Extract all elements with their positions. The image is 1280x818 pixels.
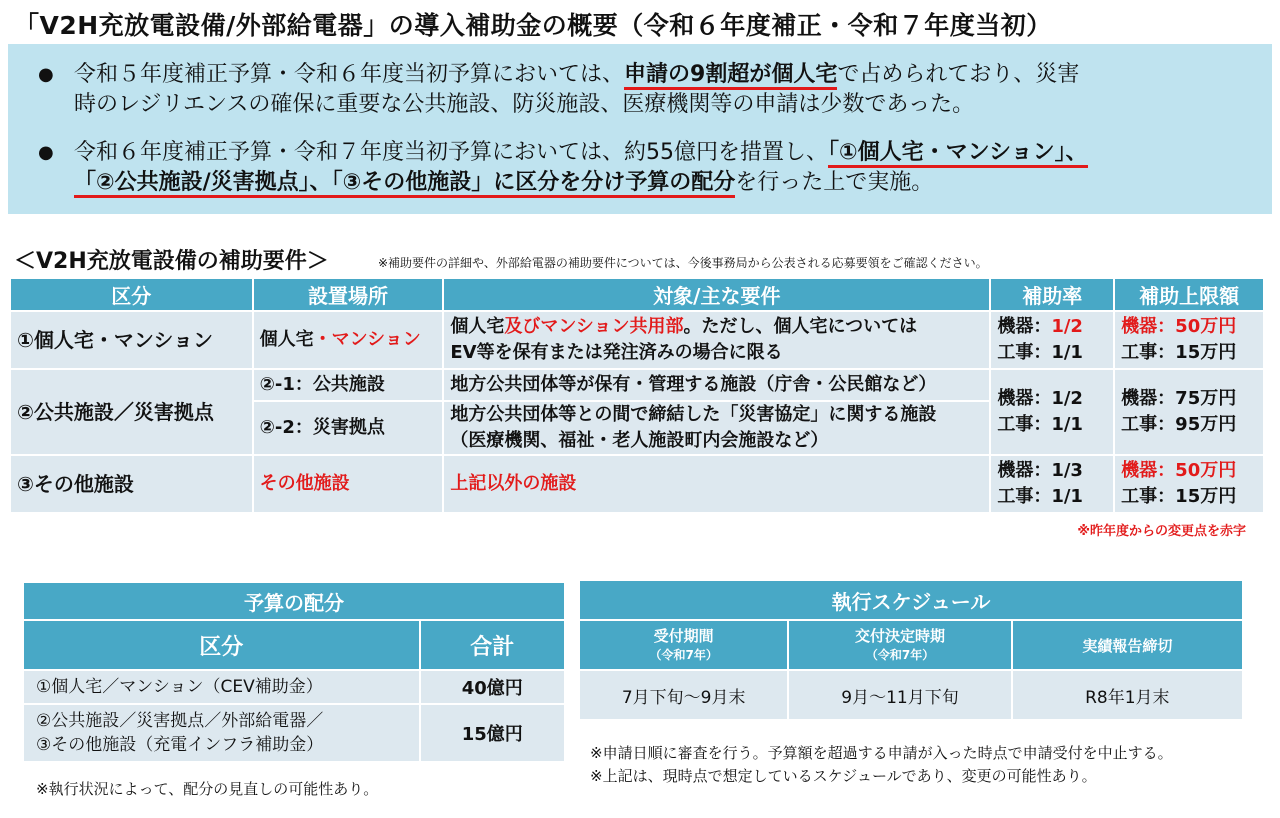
table-header-row (10, 278, 1264, 311)
row1-requirement: 個人宅及びマンション共用部。ただし、個人宅については EV等を保有または発注済みの場合に限る (443, 311, 990, 369)
header-requirements: 対象/主な要件 (443, 278, 990, 311)
row3-cap: 機器：50万円 工事：15万円 (1114, 455, 1264, 513)
row2-requirement-public: 地方公共団体等が保有・管理する施設（庁舎・公民館など） (443, 369, 990, 401)
row2-cap: 機器：75万円 工事：95万円 (1114, 369, 1264, 455)
row2-place-disaster: ②-2：災害拠点 (253, 401, 444, 455)
header-cap: 補助上限額 (1114, 278, 1264, 311)
row1-category: ①個人宅・マンション (10, 311, 253, 369)
table-row (10, 311, 1264, 369)
row3-rate: 機器：1/3 工事：1/1 (990, 455, 1114, 513)
bullet1-emphasis: 申請の9割超が個人宅 (624, 62, 837, 90)
schedule-note-1: ※申請日順に審査を行う。予算額を超過する申請が入った時点で申請受付を中止する。 (590, 744, 1173, 762)
row1-place: 個人宅・マンション (253, 311, 444, 369)
row2-category: ②公共施設／災害拠点 (10, 369, 253, 455)
bullet-dot-icon: ● (38, 142, 54, 163)
budget-col-category: 区分 (23, 620, 420, 670)
budget-row1-value: 40億円 (420, 670, 565, 704)
schedule-reception-period: 7月下旬～9月末 (579, 670, 788, 720)
bullet1-text-end: で占められており、災害 (837, 62, 1080, 87)
table-row (10, 369, 1264, 401)
requirements-table (9, 277, 1265, 514)
schedule-col-decision: 交付決定時期 （令和7年） (788, 620, 1011, 670)
budget-col-total: 合計 (420, 620, 565, 670)
budget-row2-value: 15億円 (420, 704, 565, 762)
table-row (10, 455, 1264, 513)
budget-note: ※執行状況によって、配分の見直しの可能性あり。 (36, 780, 379, 798)
header-rate: 補助率 (990, 278, 1114, 311)
schedule-table (578, 579, 1244, 721)
summary-box (8, 44, 1272, 214)
bullet1-text: 令和５年度補正予算・令和６年度当初予算においては、 (74, 62, 625, 87)
change-note: ※昨年度からの変更点を赤字 (1077, 524, 1246, 539)
row3-requirement: 上記以外の施設 (443, 455, 990, 513)
budget-title: 予算の配分 (23, 582, 565, 620)
schedule-title: 執行スケジュール (579, 580, 1243, 620)
table-row (23, 670, 565, 704)
budget-row1-label: ①個人宅／マンション（CEV補助金） (23, 670, 420, 704)
header-category: 区分 (10, 278, 253, 311)
requirements-note: ※補助要件の詳細や、外部給電器の補助要件については、今後事務局から公表される応募要領をご確認ください。 (378, 256, 988, 270)
schedule-decision-period: 9月～11月下旬 (788, 670, 1011, 720)
row1-rate: 機器：1/2 工事：1/1 (990, 311, 1114, 369)
requirements-title: ＜V2H充放電設備の補助要件＞ (14, 249, 329, 274)
row2-rate: 機器：1/2 工事：1/1 (990, 369, 1114, 455)
table-row (23, 704, 565, 762)
row3-place: その他施設 (253, 455, 444, 513)
page-title: 「V2H充放電設備/外部給電器」の導入補助金の概要（令和６年度補正・令和７年度当初） (14, 11, 1052, 40)
budget-table (22, 581, 566, 763)
row2-place-public: ②-1：公共施設 (253, 369, 444, 401)
bullet1-line2: 時のレジリエンスの確保に重要な公共施設、防災施設、医療機関等の申請は少数であった。 (74, 92, 975, 117)
row3-category: ③その他施設 (10, 455, 253, 513)
schedule-report-deadline: R8年1月末 (1012, 670, 1243, 720)
budget-row2-label: ②公共施設／災害拠点／外部給電器／ ③その他施設（充電インフラ補助金） (23, 704, 420, 762)
schedule-note-2: ※上記は、現時点で想定しているスケジュールであり、変更の可能性あり。 (590, 767, 1097, 785)
bullet-dot-icon: ● (38, 64, 54, 85)
row1-cap: 機器：50万円 工事：15万円 (1114, 311, 1264, 369)
bullet2-text-end: を行った上で実施。 (735, 170, 934, 195)
bullet2-emphasis-1: 「①個人宅・マンション」、 (828, 140, 1088, 168)
schedule-col-reception: 受付期間 （令和7年） (579, 620, 788, 670)
bullet2-emphasis-2: 「②公共施設/災害拠点」、「③その他施設」に区分を分け予算の配分 (74, 170, 735, 198)
header-place: 設置場所 (253, 278, 444, 311)
bullet2-text: 令和６年度補正予算・令和７年度当初予算においては、約55億円を措置し、 (74, 140, 828, 165)
table-row (579, 670, 1243, 720)
row2-requirement-disaster: 地方公共団体等との間で締結した「災害協定」に関する施設 （医療機関、福祉・老人施設町内会施設など） (443, 401, 990, 455)
schedule-col-report: 実績報告締切 (1012, 620, 1243, 670)
